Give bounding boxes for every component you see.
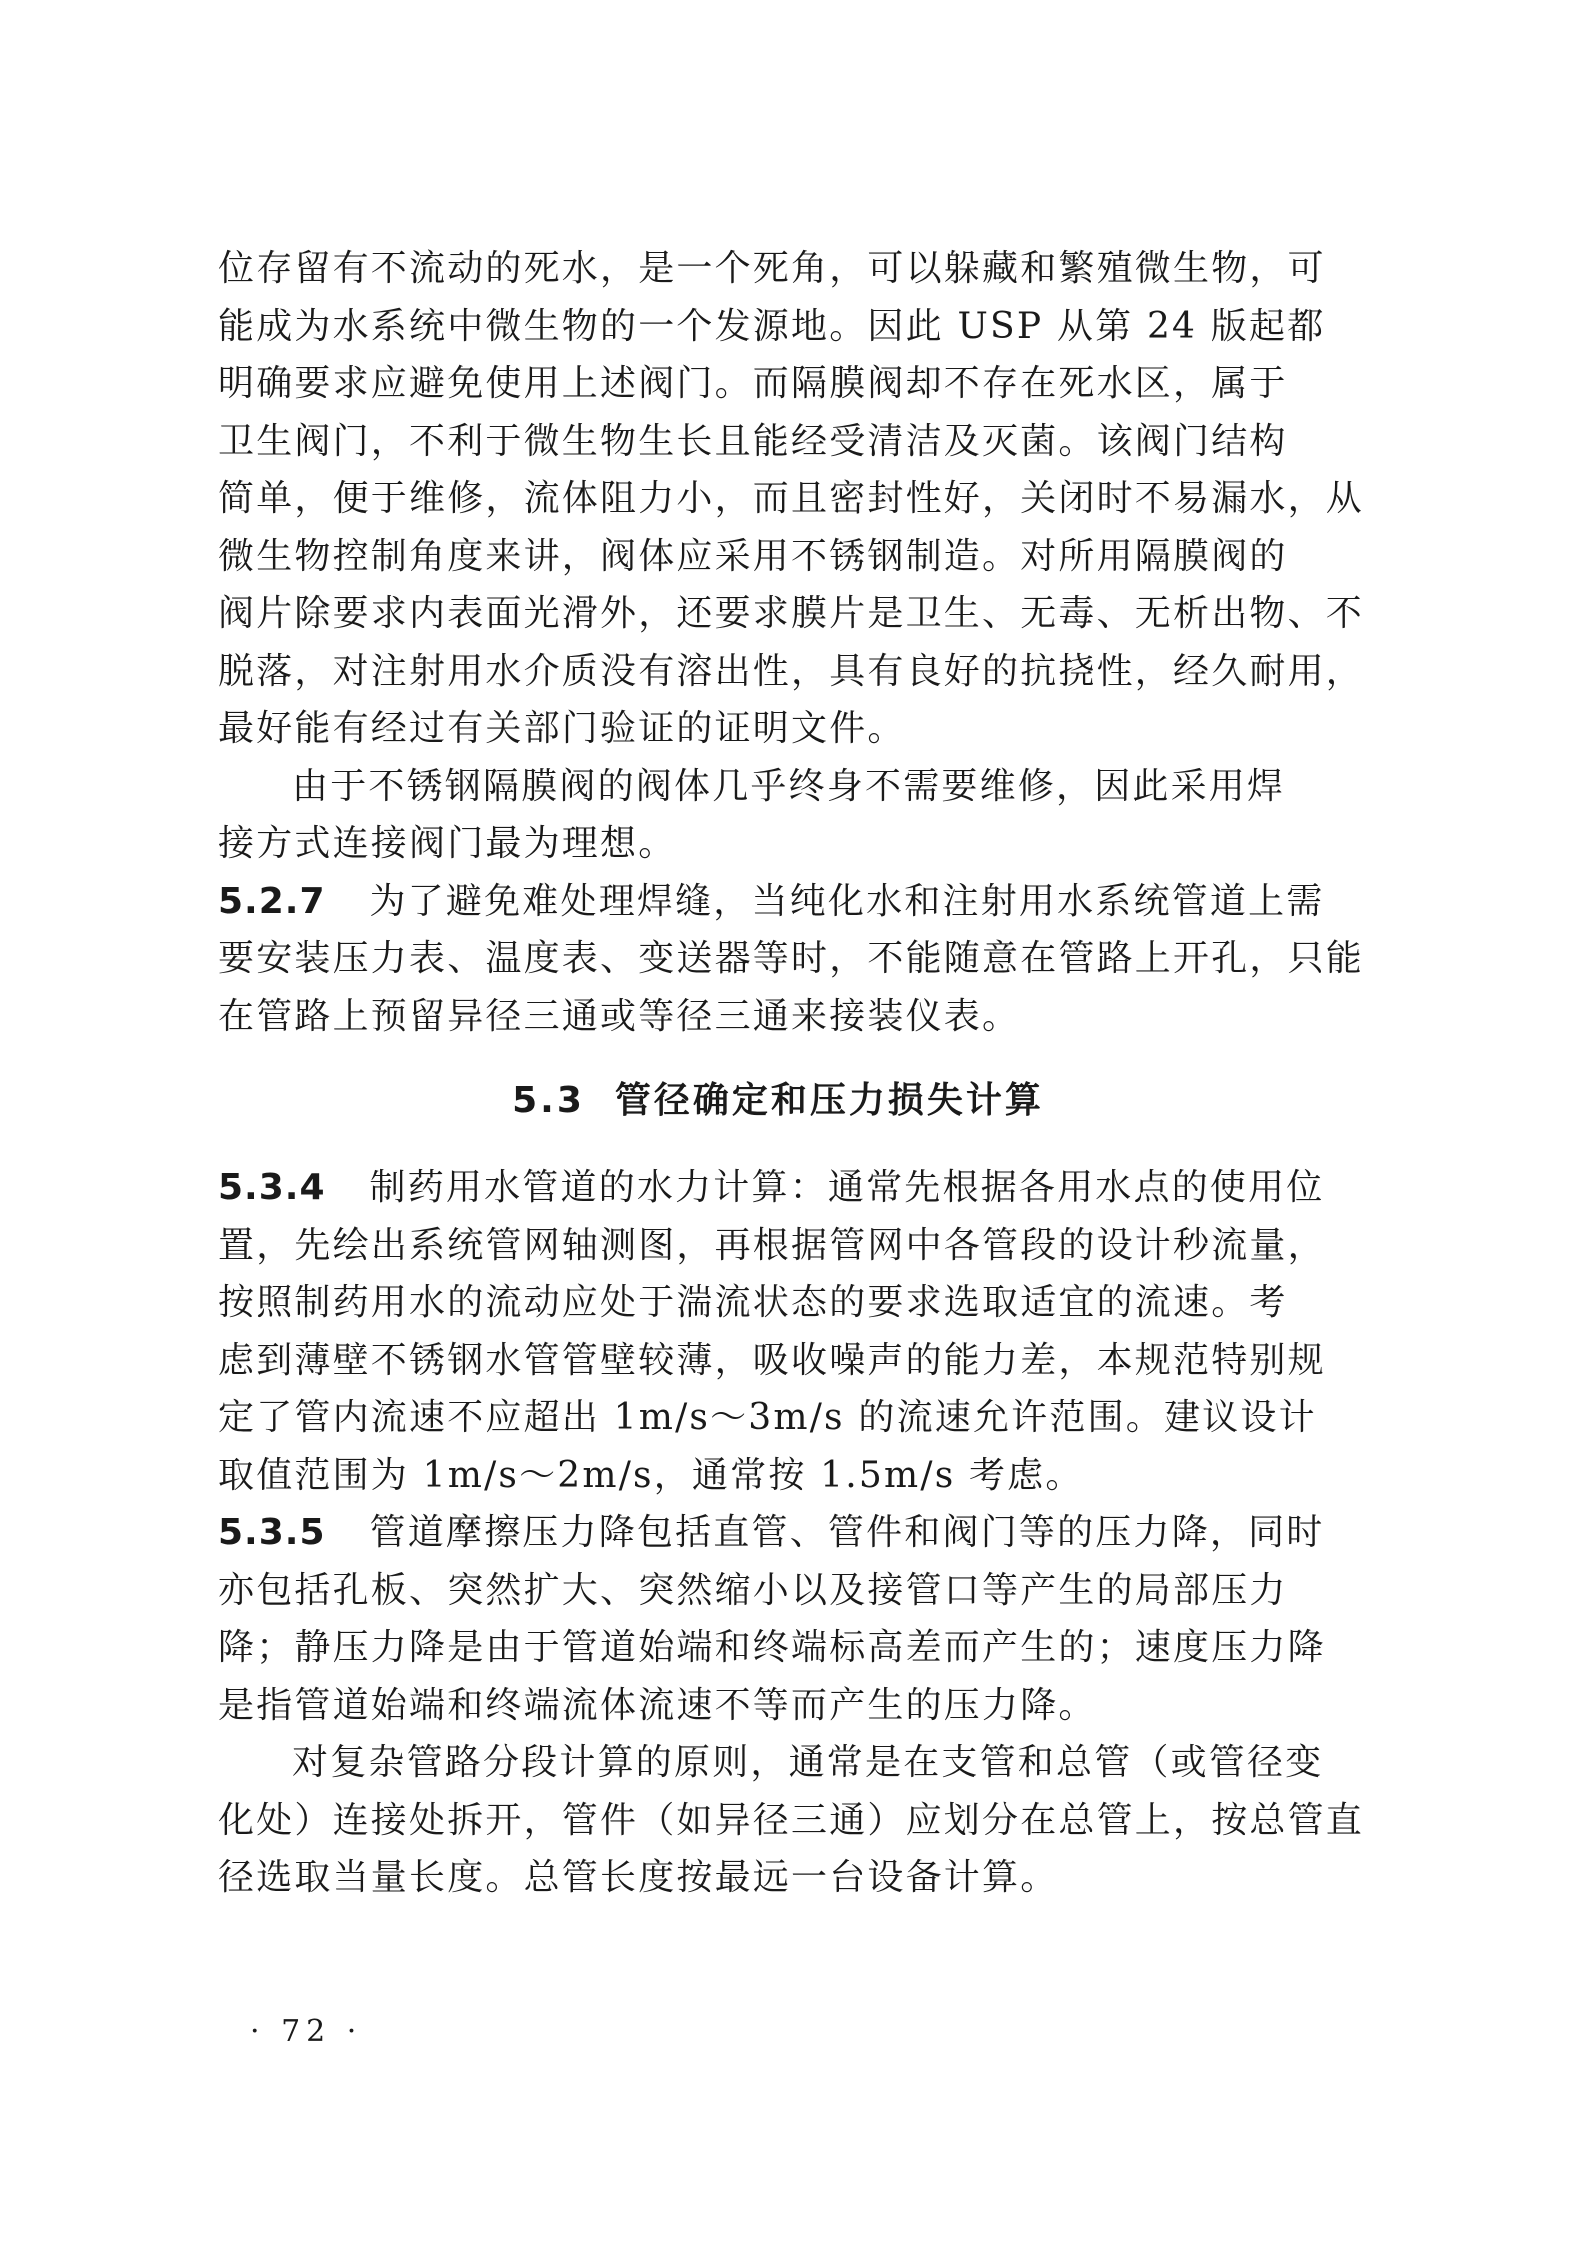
text-line: 管道摩擦压力降包括直管、管件和阀门等的压力降，同时 [369, 1512, 1325, 1553]
text-line: 径选取当量长度。总管长度按最远一台设备计算。 [218, 1857, 1059, 1898]
page-body [218, 240, 1365, 1907]
text-line: 位存留有不流动的死水，是一个死角，可以躲藏和繁殖微生物，可 [218, 248, 1326, 289]
text-line: 脱落，对注射用水介质没有溶出性，具有良好的抗挠性，经久耐用， [218, 650, 1365, 692]
text-line: 微生物控制角度来讲，阀体应采用不锈钢制造。对所用隔膜阀的 [218, 535, 1288, 577]
text-line: 化处）连接处拆开，管件（如异径三通）应划分在总管上，按总管直 [218, 1799, 1365, 1841]
paragraph-welded-connection [218, 758, 1338, 873]
section-number: 5.3 [512, 1080, 585, 1121]
section-title: 管径确定和压力损失计算 [614, 1080, 1044, 1121]
text-line: 取值范围为 1m/s～2m/s，通常按 1.5m/s 考虑。 [218, 1454, 1084, 1496]
text-line: 阀片除要求内表面光滑外，还要求膜片是卫生、无毒、无析出物、不 [218, 593, 1365, 634]
text-line: 在管路上预留异径三通或等径三通来接装仪表。 [218, 995, 1021, 1037]
text-line: 虑到薄壁不锈钢水管管壁较薄，吸收噪声的能力差，本规范特别规 [218, 1339, 1326, 1381]
paragraph-segment-calculation [218, 1734, 1365, 1907]
text-line: 最好能有经过有关部门验证的证明文件。 [218, 708, 906, 749]
text-line: 制药用水管道的水力计算：通常先根据各用水点的使用位 [369, 1167, 1325, 1208]
text-line: 卫生阀门，不利于微生物生长且能经受清洁及灭菌。该阀门结构 [218, 420, 1288, 462]
page-number: · 72 · [250, 2014, 363, 2049]
text-line: 是指管道始端和终端流体流速不等而产生的压力降。 [218, 1684, 1097, 1726]
section-heading [218, 1053, 1338, 1149]
text-line: 定了管内流速不应超出 1m/s～3m/s 的流速允许范围。建议设计 [218, 1397, 1317, 1438]
clause-number: 5.3.4 [218, 1167, 326, 1208]
text-line: 按照制药用水的流动应处于湍流状态的要求选取适宜的流速。考 [218, 1282, 1288, 1323]
text-line: 能成为水系统中微生物的一个发源地。因此 USP 从第 24 版起都 [218, 305, 1326, 347]
clause-5-2-7 [218, 873, 1365, 1046]
text-line: 要安装压力表、温度表、变送器等时，不能随意在管路上开孔，只能 [218, 938, 1365, 979]
clause-number: 5.3.5 [218, 1512, 326, 1553]
text-line: 简单，便于维修，流体阻力小，而且密封性好，关闭时不易漏水，从 [218, 478, 1365, 519]
clause-number: 5.2.7 [218, 880, 326, 922]
text-line: 亦包括孔板、突然扩大、突然缩小以及接管口等产生的局部压力 [218, 1569, 1288, 1611]
text-line: 接方式连接阀门最为理想。 [218, 823, 677, 864]
clause-5-3-5 [218, 1504, 1338, 1734]
text-line: 对复杂管路分段计算的原则，通常是在支管和总管（或管径变 [292, 1742, 1324, 1783]
text-line: 降；静压力降是由于管道始端和终端标高差而产生的；速度压力降 [218, 1627, 1326, 1668]
clause-5-3-4 [218, 1159, 1338, 1504]
paragraph-valve-hygiene [218, 240, 1365, 758]
text-line: 置，先绘出系统管网轴测图，再根据管网中各管段的设计秒流量， [218, 1224, 1326, 1266]
text-line: 为了避免难处理焊缝，当纯化水和注射用水系统管道上需 [369, 880, 1325, 922]
text-line: 由于不锈钢隔膜阀的阀体几乎终身不需要维修，因此采用焊 [292, 765, 1286, 807]
text-line: 明确要求应避免使用上述阀门。而隔膜阀却不存在死水区，属于 [218, 363, 1288, 404]
